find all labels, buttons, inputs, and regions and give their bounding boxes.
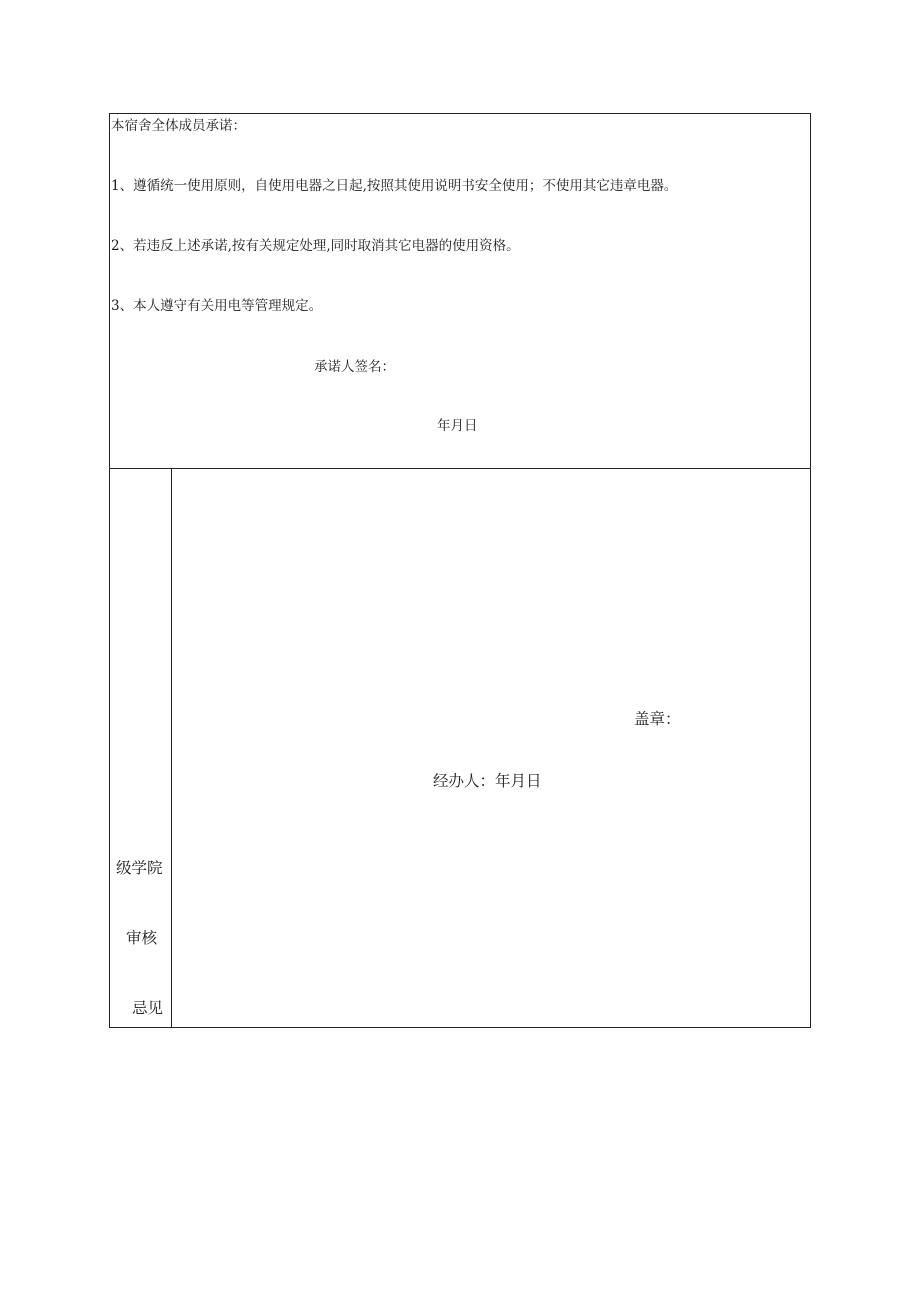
review-section [110,469,810,1027]
pledge-date-label: 年月日 [437,418,478,434]
review-label-line-1: 级学院 [116,859,163,877]
pledge-item-1: 1、遵循统一使用原则，自使用电器之日起,按照其使用说明书安全使用；不使用其它违章电器。 [111,178,678,194]
review-label-line-3: 忌见 [132,999,164,1017]
pledge-item-3: 3、本人遵守有关用电等管理规定。 [111,298,323,314]
pledge-form [109,113,811,1028]
review-label-cell [110,469,172,1027]
seal-label: 盖章： [634,710,681,728]
pledge-section [110,114,810,469]
review-label-line-2: 审核 [126,929,158,947]
pledge-intro: 本宿舍全体成员承诺： [111,118,246,134]
signature-label: 承诺人签名： [314,359,395,375]
pledge-item-2: 2、若违反上述承诺,按有关规定处理,同时取消其它电器的使用资格。 [111,238,520,254]
handler-date-label: 经办人：年月日 [433,772,542,790]
review-content-cell [172,469,810,1027]
